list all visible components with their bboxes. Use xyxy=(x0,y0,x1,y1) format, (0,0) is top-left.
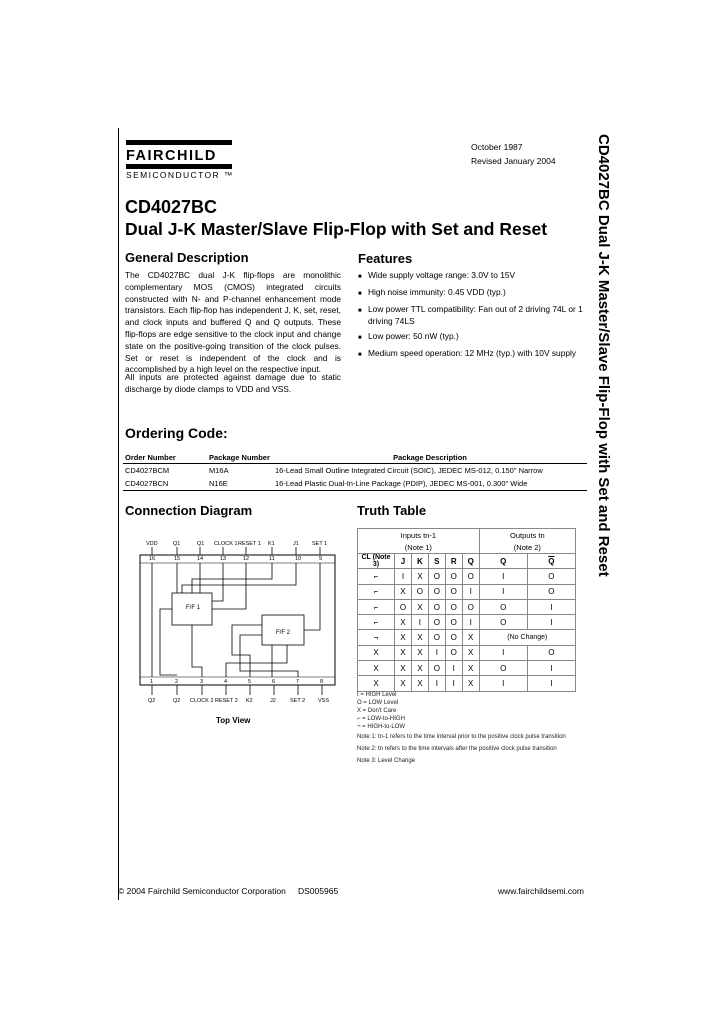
inputs-note: (Note 1) xyxy=(358,541,480,554)
cell: X xyxy=(358,676,395,691)
cell: I xyxy=(428,645,445,660)
cell: O xyxy=(428,661,445,676)
table-row xyxy=(358,661,576,676)
cell: O xyxy=(527,584,575,599)
cell: I xyxy=(527,676,575,691)
pin-label: Q2 xyxy=(148,698,156,704)
ordering-code-heading: Ordering Code: xyxy=(125,425,228,441)
cell: X xyxy=(411,630,428,645)
table-row xyxy=(358,645,576,660)
footer-copyright: © 2004 Fairchild Semiconductor Corporation xyxy=(118,886,286,896)
table-row xyxy=(358,569,576,584)
cell: X xyxy=(462,645,479,660)
package-number: M16A xyxy=(209,466,229,475)
footer-url[interactable]: www.fairchildsemi.com xyxy=(498,886,584,896)
cell: I xyxy=(462,584,479,599)
cell: X xyxy=(462,630,479,645)
cell: I xyxy=(445,676,462,691)
pin-label: CLOCK 1 xyxy=(214,541,238,547)
ordering-col-package: Package Number xyxy=(207,452,273,464)
feature-item: ■ Low power: 50 nW (typ.) xyxy=(358,330,459,341)
cell: X xyxy=(358,661,395,676)
col-header: Q xyxy=(479,554,527,569)
cell: O xyxy=(445,584,462,599)
cell: I xyxy=(479,569,527,584)
features-list xyxy=(358,270,588,365)
truth-table xyxy=(357,528,576,692)
col-header: R xyxy=(445,554,462,569)
note-3: Note 3: Level Change xyxy=(357,758,416,764)
cell: O xyxy=(411,584,428,599)
cell: O xyxy=(527,569,575,584)
legend-item: ¬ = HIGH-to-LOW xyxy=(357,724,406,730)
outputs-note: (Note 2) xyxy=(479,541,575,554)
cell: I xyxy=(445,661,462,676)
cell: O xyxy=(445,569,462,584)
cell: X xyxy=(395,661,412,676)
ordering-table xyxy=(123,452,587,492)
pin-number: 15 xyxy=(174,556,181,562)
part-number: CD4027BC xyxy=(125,197,218,217)
table-row xyxy=(358,630,576,645)
pin-label: VSS xyxy=(318,698,330,704)
pin-label: Q2 xyxy=(173,698,181,704)
cell: X xyxy=(462,676,479,691)
cell: X xyxy=(395,584,412,599)
date-original: October 1987 xyxy=(471,142,523,152)
legend-item: ⌐ = LOW-to-HIGH xyxy=(357,716,405,722)
pin-label: VDD xyxy=(146,541,158,547)
cell: I xyxy=(395,569,412,584)
note-1: Note 1: tn-1 refers to the time interval prior to the positive clock pulse transition xyxy=(357,734,566,740)
pin-number: 1 xyxy=(150,679,154,685)
package-number: N16E xyxy=(209,479,228,488)
cell: O xyxy=(462,599,479,614)
pin-label: CLOCK 2 xyxy=(190,698,214,704)
cell: I xyxy=(428,676,445,691)
cell: I xyxy=(527,599,575,614)
cell: I xyxy=(411,615,428,630)
side-title: CD4027BC Dual J-K Master/Slave Flip-Flop with Set and Reset xyxy=(595,134,612,577)
cell: O xyxy=(428,599,445,614)
cell: X xyxy=(395,615,412,630)
cell: O xyxy=(428,630,445,645)
pin-label: SET 2 xyxy=(290,698,306,704)
footer-ds-number: DS005965 xyxy=(298,886,339,896)
pin-number: 5 xyxy=(248,679,252,685)
pin-number: 12 xyxy=(243,556,250,562)
diagram-caption: Top View xyxy=(216,716,251,725)
ordering-col-order: Order Number xyxy=(123,452,207,464)
pin-label: K1 xyxy=(268,541,275,547)
cell: X xyxy=(411,569,428,584)
pin-label: SET 1 xyxy=(312,541,328,547)
cell: ⌐ xyxy=(358,569,395,584)
document-title: Dual J-K Master/Slave Flip-Flop with Set and Reset xyxy=(125,219,548,239)
cell: O xyxy=(445,630,462,645)
cell: I xyxy=(479,676,527,691)
pin-label: Q1 xyxy=(173,541,181,547)
cell: I xyxy=(527,615,575,630)
pin-number: 16 xyxy=(149,556,156,562)
feature-item: ■ High noise immunity: 0.45 VDD (typ.) xyxy=(358,286,506,297)
flip-flop-2-label: F/F 2 xyxy=(276,630,291,636)
cell: I xyxy=(527,661,575,676)
pin-number: 9 xyxy=(319,556,323,562)
col-header: $\overline{Q}$ xyxy=(527,554,575,569)
connection-diagram xyxy=(122,535,344,715)
pin-label: J1 xyxy=(293,541,299,547)
outputs-header: Outputs tn xyxy=(479,529,575,542)
table-row xyxy=(358,615,576,630)
col-header: S xyxy=(428,554,445,569)
cell: O xyxy=(445,615,462,630)
table-row xyxy=(358,599,576,614)
pin-number: 13 xyxy=(220,556,227,562)
feature-item: ■ Medium speed operation: 12 MHz (typ.) with 10V supply xyxy=(358,347,577,358)
pin-number: 8 xyxy=(320,679,324,685)
legend-item: I = HIGH Level xyxy=(357,692,397,698)
cell: X xyxy=(411,661,428,676)
col-header: CL (Note 3) xyxy=(358,554,395,569)
table-row xyxy=(358,584,576,599)
cell: X xyxy=(411,599,428,614)
truth-table-heading: Truth Table xyxy=(357,503,427,518)
cell: O xyxy=(445,599,462,614)
pin-label: K2 xyxy=(246,698,253,704)
cell: ¬ xyxy=(358,630,395,645)
cell: O xyxy=(445,645,462,660)
brand-logo: FAIRCHILD xyxy=(126,148,217,164)
table-row xyxy=(358,676,576,691)
logo-bar-bottom xyxy=(126,164,232,169)
feature-item: ■ Low power TTL compatibility: Fan out of 2 driving 74L or 1 driving 74LS xyxy=(358,303,583,326)
pin-number: 14 xyxy=(197,556,204,562)
cell: O xyxy=(479,661,527,676)
page-rule xyxy=(118,128,119,900)
pin-label: J2 xyxy=(270,698,276,704)
order-number: CD4027BCN xyxy=(125,479,169,488)
cell: X xyxy=(411,645,428,660)
general-description-heading: General Description xyxy=(125,250,249,265)
table-row xyxy=(123,464,587,478)
package-description: 16-Lead Plastic Dual-In-Line Package (PDIP), JEDEC MS-001, 0.300" Wide xyxy=(275,479,528,488)
pin-number: 3 xyxy=(200,679,204,685)
pin-label: RESET 2 xyxy=(215,698,238,704)
cell: I xyxy=(479,645,527,660)
cell: O xyxy=(527,645,575,660)
cell: X xyxy=(462,661,479,676)
inputs-header: Inputs tn-1 xyxy=(358,529,480,542)
general-description-p1: The CD4027BC dual J-K flip-flops are monolithic complementary MOS (CMOS) integrated circuits constructed with N- and P-channel enhancement mode transistors. Each flip-flop has independent J, K, set, reset, and clock inputs and buffered Q and Q outputs. These flip-flops are edge sensitive to the clock input and change state on the positive-going transition of the clock pulses. Set or reset is independent of the clock and is accomplished by a high level on the respective input. xyxy=(125,270,341,375)
flip-flop-1-label: F/F 1 xyxy=(186,605,201,611)
feature-item: ■ Wide supply voltage range: 3.0V to 15V xyxy=(358,270,516,280)
logo-bar-top xyxy=(126,140,232,145)
col-header: J xyxy=(395,554,412,569)
cell: I xyxy=(479,584,527,599)
pin-number: 7 xyxy=(296,679,300,685)
pin-label: RESET 1 xyxy=(238,541,261,547)
ordering-col-description: Package Description xyxy=(273,452,587,464)
legend-item: O = LOW Level xyxy=(357,700,399,706)
cell: (No Change) xyxy=(479,630,575,645)
pin-number: 4 xyxy=(224,679,228,685)
table-row xyxy=(123,477,587,491)
pin-label: Q1 xyxy=(197,541,205,547)
pin-number: 2 xyxy=(175,679,179,685)
truth-table-notes xyxy=(357,691,567,765)
pin-number: 6 xyxy=(272,679,276,685)
pin-number: 10 xyxy=(295,556,302,562)
cell: O xyxy=(395,599,412,614)
cell: X xyxy=(395,645,412,660)
features-heading: Features xyxy=(358,251,413,266)
cell: O xyxy=(462,569,479,584)
cell: ⌐ xyxy=(358,584,395,599)
cell: ⌐ xyxy=(358,615,395,630)
cell: O xyxy=(428,615,445,630)
col-header: Q xyxy=(462,554,479,569)
date-revised: Revised January 2004 xyxy=(471,156,556,166)
pin-number: 11 xyxy=(269,556,275,562)
cell: O xyxy=(479,615,527,630)
order-number: CD4027BCM xyxy=(125,466,170,475)
cell: O xyxy=(428,584,445,599)
package-description: 16-Lead Small Outline Integrated Circuit (SOIC), JEDEC MS-012, 0.150" Narrow xyxy=(275,466,543,475)
legend-item: X = Don't Care xyxy=(357,708,397,714)
cell: X xyxy=(395,676,412,691)
cell: ⌐ xyxy=(358,599,395,614)
cell: O xyxy=(428,569,445,584)
cell: O xyxy=(479,599,527,614)
general-description-p2: All inputs are protected against damage due to static discharge by diode clamps to VDD and VSS. xyxy=(125,372,341,394)
connection-diagram-heading: Connection Diagram xyxy=(125,503,253,518)
cell: X xyxy=(358,645,395,660)
cell: I xyxy=(462,615,479,630)
brand-subtitle: SEMICONDUCTOR ™ xyxy=(126,170,234,180)
col-header: K xyxy=(411,554,428,569)
cell: X xyxy=(411,676,428,691)
cell: X xyxy=(395,630,412,645)
note-2: Note 2: tn refers to the time intervals after the positive clock pulse transition xyxy=(357,746,557,752)
